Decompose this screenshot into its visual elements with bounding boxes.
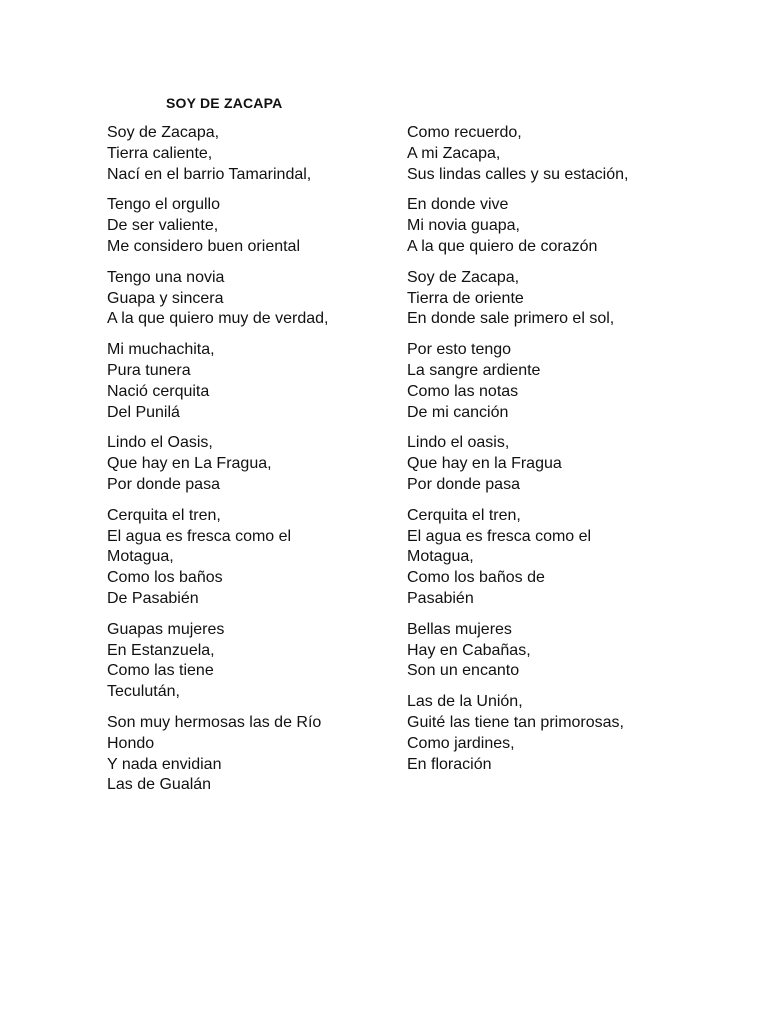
left-stanza: [107, 268, 427, 330]
verse-line: Tengo el orgullo: [107, 196, 220, 214]
verse-line: En donde sale primero el sol,: [407, 310, 615, 328]
verse-line: Guapas mujeres: [107, 620, 225, 638]
verse-line: Pura tunera: [107, 361, 191, 379]
verse-line: Teculután,: [107, 683, 180, 701]
verse-line: Mi novia guapa,: [407, 217, 520, 235]
right-stanza: [407, 692, 727, 775]
verse-line: Mi muchachita,: [107, 341, 215, 359]
verse-line: En floración: [407, 755, 492, 773]
verse-line: Que hay en La Fragua,: [107, 455, 272, 473]
verse-line: Como jardines,: [407, 734, 515, 752]
verse-line: Las de Gualán: [107, 776, 212, 794]
right-stanza: [407, 195, 727, 257]
verse-line: Son muy hermosas las de Río: [107, 713, 322, 731]
verse-line: Soy de Zacapa,: [407, 268, 520, 286]
verse-line: De mi canción: [407, 403, 509, 421]
verse-line: Nació cerquita: [107, 382, 210, 400]
verse-line: Guapa y sincera: [107, 289, 224, 307]
verse-line: De ser valiente,: [107, 217, 219, 235]
verse-line: Nací en el barrio Tamarindal,: [107, 165, 312, 183]
verse-line: Motagua,: [407, 548, 474, 566]
verse-line: Tierra caliente,: [107, 144, 213, 162]
verse-line: Sus lindas calles y su estación,: [407, 165, 629, 183]
verse-line: El agua es fresca como el: [107, 527, 292, 545]
verse-line: Por donde pasa: [407, 475, 520, 493]
right-stanza: [407, 620, 727, 682]
verse-line: La sangre ardiente: [407, 361, 541, 379]
left-stanza: [107, 123, 427, 185]
left-stanza: [107, 506, 427, 610]
verse-line: Que hay en la Fragua: [407, 455, 562, 473]
verse-line: Y nada envidian: [107, 755, 222, 773]
verse-line: En donde vive: [407, 196, 509, 214]
verse-line: En Estanzuela,: [107, 641, 215, 659]
verse-line: Las de la Unión,: [407, 693, 523, 711]
left-stanza: [107, 195, 427, 257]
verse-line: De Pasabién: [107, 589, 199, 607]
left-stanza: [107, 620, 427, 703]
right-column: [407, 123, 727, 785]
verse-line: Lindo el oasis,: [407, 434, 510, 452]
verse-line: Como los baños de: [407, 569, 545, 587]
verse-line: Pasabién: [407, 589, 474, 607]
verse-line: Motagua,: [107, 548, 174, 566]
verse-line: Tengo una novia: [107, 268, 225, 286]
verse-line: Hondo: [107, 734, 155, 752]
left-column: [107, 123, 427, 806]
verse-line: A mi Zacapa,: [407, 144, 501, 162]
verse-line: El agua es fresca como el: [407, 527, 592, 545]
verse-line: Guité las tiene tan primorosas,: [407, 713, 624, 731]
right-stanza: [407, 268, 727, 330]
verse-line: Por donde pasa: [107, 475, 220, 493]
verse-line: Me considero buen oriental: [107, 237, 301, 255]
verse-line: Cerquita el tren,: [407, 506, 521, 524]
right-stanza: [407, 506, 727, 610]
verse-line: Como los baños: [107, 569, 223, 587]
left-stanza: [107, 340, 427, 423]
poem-title: SOY DE ZACAPA: [166, 95, 283, 111]
verse-line: Del Punilá: [107, 403, 180, 421]
right-stanza: [407, 433, 727, 495]
verse-line: Bellas mujeres: [407, 620, 512, 638]
verse-line: Como las notas: [407, 382, 519, 400]
verse-line: Tierra de oriente: [407, 289, 524, 307]
left-stanza: [107, 433, 427, 495]
verse-line: Por esto tengo: [407, 341, 512, 359]
verse-line: Hay en Cabañas,: [407, 641, 531, 659]
verse-line: Como las tiene: [107, 662, 214, 680]
verse-line: Soy de Zacapa,: [107, 124, 220, 141]
verse-line: Son un encanto: [407, 662, 520, 680]
verse-line: Cerquita el tren,: [107, 506, 221, 524]
left-stanza: [107, 713, 427, 796]
verse-line: Lindo el Oasis,: [107, 434, 213, 452]
verse-line: A la que quiero muy de verdad,: [107, 310, 329, 328]
right-stanza: [407, 123, 727, 185]
verse-line: A la que quiero de corazón: [407, 237, 598, 255]
right-stanza: [407, 340, 727, 423]
verse-line: Como recuerdo,: [407, 124, 522, 141]
